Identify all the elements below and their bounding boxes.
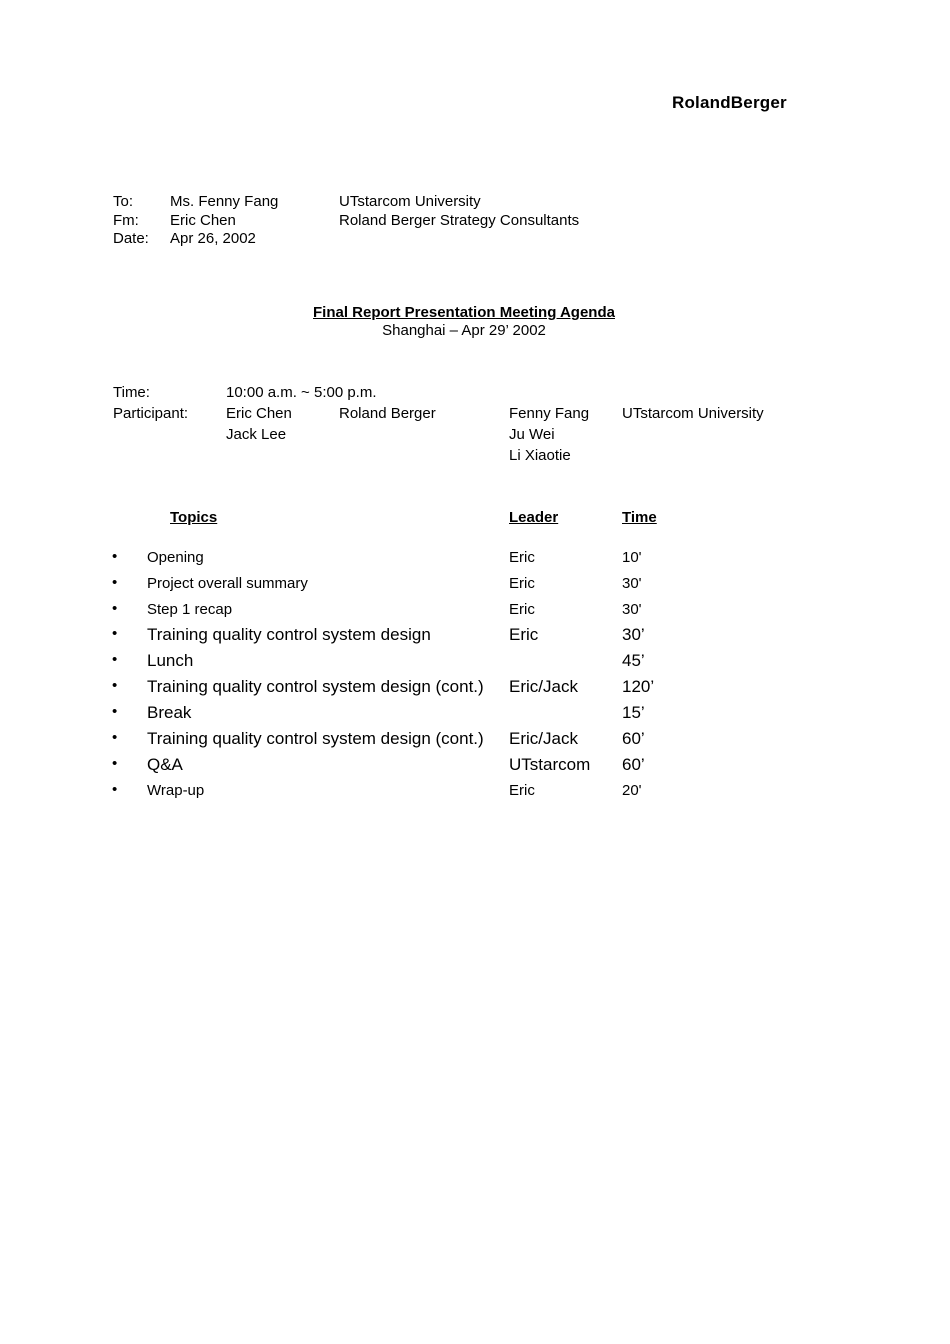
date-value: Apr 26, 2002 xyxy=(170,230,256,247)
bullet-icon: • xyxy=(112,729,118,746)
bullet-icon: • xyxy=(112,625,118,642)
row-time: 60’ xyxy=(622,755,645,774)
participant-ut-2: Ju Wei xyxy=(509,426,555,443)
bullet-icon: • xyxy=(112,651,118,668)
participant-rb-2: Jack Lee xyxy=(226,426,287,443)
row-time: 10' xyxy=(622,549,642,566)
agenda-subtitle: Shanghai – Apr 29’ 2002 xyxy=(382,322,546,339)
company-logo-text: RolandBerger xyxy=(672,93,787,112)
header-time: Time xyxy=(622,509,657,526)
to-label: To: xyxy=(113,193,134,210)
row-topic: Training quality control system design (cont.) xyxy=(147,729,484,748)
bullet-icon: • xyxy=(112,781,118,798)
bullet-icon: • xyxy=(112,677,118,694)
participant-ut-1: Fenny Fang xyxy=(509,405,590,422)
from-name: Eric Chen xyxy=(170,212,236,229)
time-value: 10:00 a.m. ~ 5:00 p.m. xyxy=(226,384,377,401)
participant-rb-1: Eric Chen xyxy=(226,405,292,422)
row-leader: Eric xyxy=(509,625,539,644)
row-topic: Q&A xyxy=(147,755,183,774)
row-time: 45’ xyxy=(622,651,645,670)
participant-ut-3: Li Xiaotie xyxy=(509,447,571,464)
bullet-icon: • xyxy=(112,548,118,565)
participant-rb-org: Roland Berger xyxy=(339,405,436,422)
row-topic: Training quality control system design (cont.) xyxy=(147,677,484,696)
row-leader: Eric/Jack xyxy=(509,729,578,748)
participant-label: Participant: xyxy=(113,405,189,422)
row-leader: Eric xyxy=(509,549,535,566)
bullet-icon: • xyxy=(112,755,118,772)
row-time: 20' xyxy=(622,782,642,799)
row-topic: Step 1 recap xyxy=(147,601,233,618)
row-topic: Wrap-up xyxy=(147,782,205,799)
from-org: Roland Berger Strategy Consultants xyxy=(339,212,580,229)
time-label: Time: xyxy=(113,384,150,401)
header-topics: Topics xyxy=(170,509,218,526)
row-time: 30' xyxy=(622,601,642,618)
company-logo xyxy=(672,88,818,112)
row-time: 60’ xyxy=(622,729,645,748)
bullet-icon: • xyxy=(112,600,118,617)
row-topic: Training quality control system design xyxy=(147,625,431,644)
header-leader: Leader xyxy=(509,509,559,526)
row-topic: Break xyxy=(147,703,192,722)
row-time: 30' xyxy=(622,575,642,592)
to-org: UTstarcom University xyxy=(339,193,481,210)
row-time: 30’ xyxy=(622,625,645,644)
row-leader: Eric/Jack xyxy=(509,677,578,696)
participant-ut-org: UTstarcom University xyxy=(622,405,764,422)
row-time: 15’ xyxy=(622,703,645,722)
row-leader: Eric xyxy=(509,782,535,799)
bullet-icon: • xyxy=(112,703,118,720)
bullet-icon: • xyxy=(112,574,118,591)
from-label: Fm: xyxy=(113,212,139,229)
row-leader: Eric xyxy=(509,575,535,592)
date-label: Date: xyxy=(113,230,149,247)
row-leader: Eric xyxy=(509,601,535,618)
row-time: 120’ xyxy=(622,677,655,696)
agenda-title: Final Report Presentation Meeting Agenda xyxy=(313,304,615,321)
row-topic: Opening xyxy=(147,549,204,566)
to-name: Ms. Fenny Fang xyxy=(170,193,279,210)
row-topic: Lunch xyxy=(147,651,194,670)
row-leader: UTstarcom xyxy=(509,755,591,774)
row-topic: Project overall summary xyxy=(147,575,308,592)
